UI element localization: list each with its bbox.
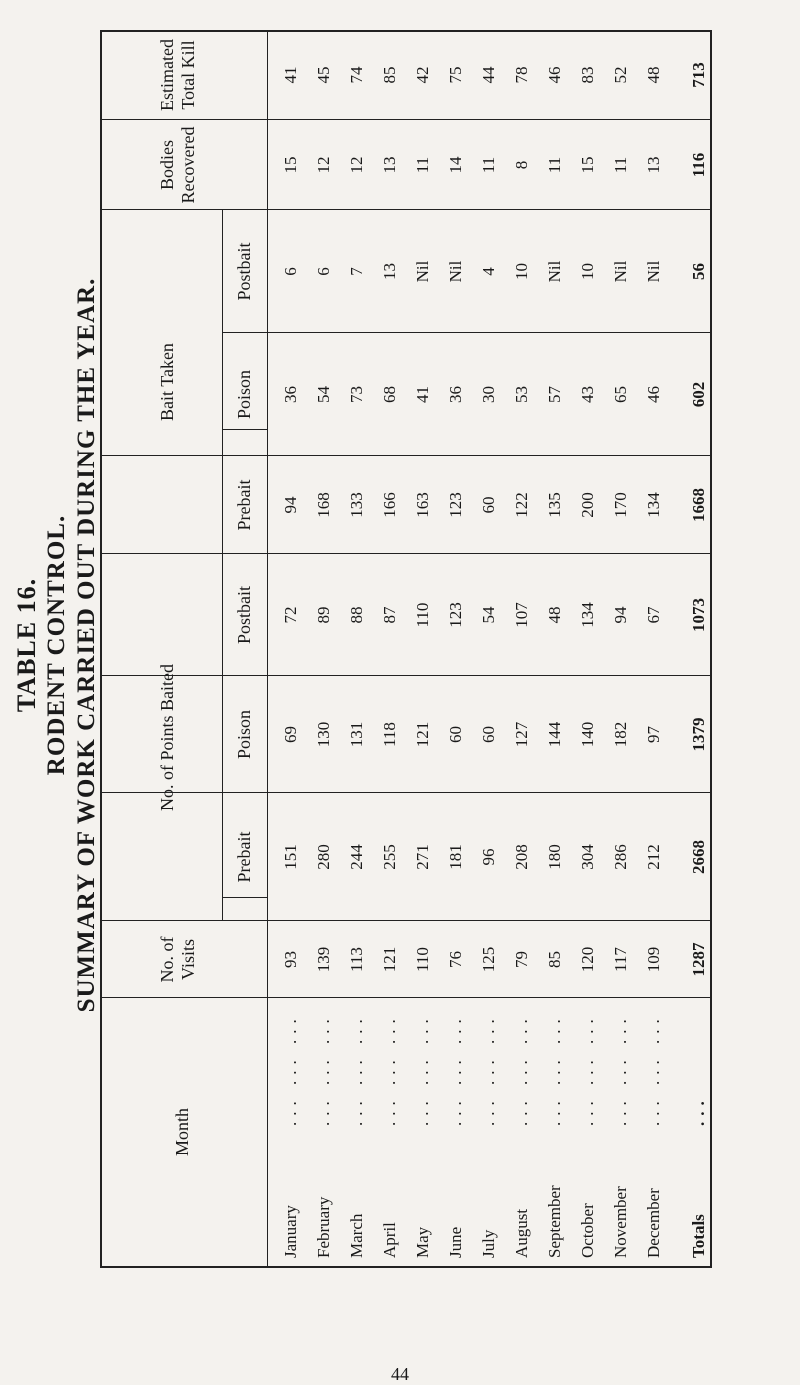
pb-poi-cell: 60 xyxy=(479,726,498,743)
pb-poi-cell: 144 xyxy=(545,721,564,748)
pb-pre-cell: 212 xyxy=(644,844,663,870)
page-number: 44 xyxy=(391,1364,409,1384)
visits-cell: 76 xyxy=(446,951,465,968)
visits-cell: 125 xyxy=(479,946,498,973)
leader-dots: ... ... ... xyxy=(281,1013,300,1126)
month-cell xyxy=(505,998,539,1266)
header-kill xyxy=(157,30,199,120)
header-bt-postbait: Postbait xyxy=(234,242,254,301)
table-header xyxy=(102,32,268,1266)
table-subtitle: RODENT CONTROL. xyxy=(43,514,70,776)
totals-row xyxy=(682,32,716,1266)
bt-post-cell: 6 xyxy=(314,267,333,276)
month-cell xyxy=(340,998,374,1266)
pb-pre-cell: 208 xyxy=(512,844,531,870)
bt-post-cell: Nil xyxy=(644,260,663,283)
bt-poi-cell: 602 xyxy=(689,381,708,408)
header-month: Month xyxy=(172,1108,192,1157)
pb-poi-cell: 182 xyxy=(611,721,630,748)
pb-poi-cell: 140 xyxy=(578,721,597,748)
leader-dots: ... ... ... xyxy=(380,1013,399,1126)
bt-pre-cell: 1668 xyxy=(689,488,708,522)
kill-cell: 44 xyxy=(479,66,498,84)
pb-post-cell: 87 xyxy=(380,606,399,624)
month-cell xyxy=(406,998,440,1266)
pb-poi-cell: 130 xyxy=(314,721,333,748)
month-label: May xyxy=(413,1226,432,1258)
visits-cell: 139 xyxy=(314,946,333,973)
bt-pre-cell: 122 xyxy=(512,492,531,518)
kill-cell: 48 xyxy=(644,66,663,84)
bodies-cell: 13 xyxy=(644,156,663,174)
table-heading: SUMMARY OF WORK CARRIED OUT DURING THE YEAR. xyxy=(73,277,100,1013)
visits-cell: 109 xyxy=(644,946,663,973)
header-pb-poison: Poison xyxy=(234,709,254,760)
month-cell xyxy=(373,998,407,1266)
leader-dots: ... ... ... xyxy=(578,1013,597,1126)
kill-cell: 85 xyxy=(380,66,399,84)
bt-poi-cell: 57 xyxy=(545,386,564,403)
table-row xyxy=(505,32,539,1266)
visits-cell: 93 xyxy=(281,951,300,968)
kill-cell: 45 xyxy=(314,66,333,84)
pb-pre-cell: 244 xyxy=(347,844,366,870)
bt-poi-cell: 46 xyxy=(644,386,663,403)
bodies-cell: 11 xyxy=(545,156,564,174)
bodies-cell: 11 xyxy=(413,156,432,174)
leader-dots: ... ... ... xyxy=(611,1013,630,1126)
month-cell xyxy=(472,998,506,1266)
pb-poi-cell: 97 xyxy=(644,726,663,743)
bt-pre-cell: 123 xyxy=(446,492,465,518)
month-label: February xyxy=(314,1196,333,1258)
bt-poi-cell: 53 xyxy=(512,386,531,403)
bt-poi-cell: 73 xyxy=(347,386,366,403)
bt-pre-cell: 94 xyxy=(281,496,300,514)
bt-post-cell: 4 xyxy=(479,267,498,276)
kill-cell: 78 xyxy=(512,66,531,84)
pb-post-cell: 107 xyxy=(512,602,531,628)
month-label: April xyxy=(380,1222,399,1258)
bt-post-cell: 10 xyxy=(578,263,597,280)
table-row xyxy=(340,32,374,1266)
bodies-cell: 11 xyxy=(611,156,630,174)
bt-pre-cell: 166 xyxy=(380,492,399,518)
header-points-baited: No. of Points Baited xyxy=(157,664,177,811)
bodies-cell: 12 xyxy=(314,156,333,174)
kill-cell: 83 xyxy=(578,66,597,84)
pb-poi-cell: 127 xyxy=(512,721,531,748)
table-row xyxy=(637,32,671,1266)
table-row xyxy=(472,32,506,1266)
bt-pre-cell: 170 xyxy=(611,492,630,518)
header-bt-prebait: Prebait xyxy=(234,479,254,531)
month-cell xyxy=(538,998,572,1266)
visits-cell: 79 xyxy=(512,951,531,968)
kill-cell: 52 xyxy=(611,66,630,84)
table-row xyxy=(373,32,407,1266)
pb-post-cell: 1073 xyxy=(689,598,708,632)
pb-pre-cell: 286 xyxy=(611,844,630,870)
bodies-cell: 116 xyxy=(689,152,708,178)
bt-pre-cell: 163 xyxy=(413,492,432,518)
table-row xyxy=(274,32,308,1266)
table-row xyxy=(406,32,440,1266)
month-cell xyxy=(571,998,605,1266)
bodies-cell: 15 xyxy=(281,156,300,174)
bt-post-cell: Nil xyxy=(545,260,564,283)
pb-poi-cell: 69 xyxy=(281,726,300,743)
visits-cell: 85 xyxy=(545,951,564,968)
header-bait-taken: Bait Taken xyxy=(157,343,177,421)
bt-post-cell: Nil xyxy=(413,260,432,283)
leader-dots: ... ... ... xyxy=(347,1013,366,1126)
month-label: October xyxy=(578,1203,597,1258)
bt-poi-cell: 68 xyxy=(380,386,399,403)
table-row xyxy=(571,32,605,1266)
kill-cell: 75 xyxy=(446,66,465,84)
pb-pre-cell: 280 xyxy=(314,844,333,870)
month-label: November xyxy=(611,1186,630,1258)
pb-pre-cell: 180 xyxy=(545,844,564,870)
pb-poi-cell: 118 xyxy=(380,722,399,747)
kill-cell: 42 xyxy=(413,66,432,84)
table-row xyxy=(604,32,638,1266)
month-label: December xyxy=(644,1188,663,1258)
rodent-control-table xyxy=(100,30,712,1268)
pb-post-cell: 54 xyxy=(479,606,498,624)
pb-post-cell: 88 xyxy=(347,606,366,624)
pb-post-cell: 123 xyxy=(446,602,465,628)
title-block xyxy=(12,0,102,1290)
bt-post-cell: 13 xyxy=(380,263,399,280)
header-kill-line2: Total Kill xyxy=(178,40,198,110)
month-label: September xyxy=(545,1185,564,1258)
header-bt-poison: Poison xyxy=(234,369,254,420)
bt-pre-cell: 168 xyxy=(314,492,333,518)
bt-poi-cell: 36 xyxy=(281,386,300,403)
pb-pre-cell: 2668 xyxy=(689,840,708,874)
bt-poi-cell: 65 xyxy=(611,386,630,403)
bodies-cell: 8 xyxy=(512,160,531,170)
bt-post-cell: 10 xyxy=(512,263,531,280)
leader-dots: ... ... ... xyxy=(479,1013,498,1126)
pb-post-cell: 67 xyxy=(644,606,663,624)
bt-post-cell: Nil xyxy=(446,260,465,283)
bt-post-cell: 7 xyxy=(347,267,366,276)
visits-cell: 1287 xyxy=(689,942,708,977)
bt-poi-cell: 41 xyxy=(413,386,432,403)
pb-pre-cell: 304 xyxy=(578,844,597,870)
bt-post-cell: 6 xyxy=(281,267,300,276)
header-bodies-line1: Bodies xyxy=(157,140,177,191)
month-label: July xyxy=(479,1229,498,1258)
header-bodies xyxy=(157,120,199,210)
visits-cell: 120 xyxy=(578,946,597,973)
month-label: Totals xyxy=(689,1214,708,1258)
month-cell xyxy=(274,998,308,1266)
bt-poi-cell: 54 xyxy=(314,386,333,403)
visits-cell: 117 xyxy=(611,947,630,972)
table-row xyxy=(307,32,341,1266)
bt-pre-cell: 134 xyxy=(644,492,663,518)
bt-pre-cell: 135 xyxy=(545,492,564,518)
bt-pre-cell: 60 xyxy=(479,496,498,514)
pb-post-cell: 134 xyxy=(578,602,597,628)
month-cell xyxy=(637,998,671,1266)
bt-pre-cell: 200 xyxy=(578,492,597,518)
pb-post-cell: 48 xyxy=(545,606,564,624)
month-cell xyxy=(439,998,473,1266)
kill-cell: 41 xyxy=(281,66,300,84)
month-cell xyxy=(307,998,341,1266)
header-kill-line1: Estimated xyxy=(157,39,177,111)
pb-pre-cell: 181 xyxy=(446,844,465,870)
pb-pre-cell: 255 xyxy=(380,844,399,870)
table-title: TABLE 16. xyxy=(12,577,41,713)
pb-post-cell: 94 xyxy=(611,606,630,624)
bt-post-cell: 56 xyxy=(689,263,708,280)
bodies-cell: 13 xyxy=(380,156,399,174)
table-row xyxy=(538,32,572,1266)
bodies-cell: 11 xyxy=(479,156,498,174)
table-row xyxy=(439,32,473,1266)
bt-poi-cell: 36 xyxy=(446,386,465,403)
pb-post-cell: 72 xyxy=(281,606,300,624)
kill-cell: 74 xyxy=(347,66,366,84)
bt-pre-cell: 133 xyxy=(347,492,366,518)
visits-cell: 110 xyxy=(413,947,432,972)
pb-pre-cell: 151 xyxy=(281,844,300,870)
bt-post-cell: Nil xyxy=(611,260,630,283)
visits-cell: 121 xyxy=(380,946,399,973)
pb-post-cell: 110 xyxy=(413,602,432,628)
leader-dots: ... ... ... xyxy=(644,1013,663,1126)
leader-dots: ... ... ... xyxy=(413,1013,432,1126)
visits-cell: 113 xyxy=(347,947,366,972)
pb-post-cell: 89 xyxy=(314,606,333,624)
bt-poi-cell: 30 xyxy=(479,386,498,403)
header-visits-line1: No. of xyxy=(157,936,177,983)
bodies-cell: 14 xyxy=(446,156,465,174)
pb-poi-cell: 60 xyxy=(446,726,465,743)
month-label: March xyxy=(347,1213,366,1258)
bodies-cell: 12 xyxy=(347,156,366,174)
header-visits xyxy=(157,921,199,998)
month-cell xyxy=(682,998,716,1266)
header-pb-prebait: Prebait xyxy=(234,831,254,883)
month-cell xyxy=(604,998,638,1266)
pb-pre-cell: 96 xyxy=(479,848,498,866)
pb-poi-cell: 1379 xyxy=(689,717,708,752)
bodies-cell: 15 xyxy=(578,156,597,174)
month-label: June xyxy=(446,1226,465,1258)
leader-dots: ... ... ... xyxy=(545,1013,564,1126)
pb-pre-cell: 271 xyxy=(413,844,432,870)
leader-dots: ... ... ... xyxy=(512,1013,531,1126)
pb-poi-cell: 121 xyxy=(413,721,432,748)
kill-cell: 713 xyxy=(689,62,708,88)
bt-poi-cell: 43 xyxy=(578,386,597,403)
header-pb-postbait: Postbait xyxy=(234,586,254,645)
month-label: August xyxy=(512,1208,531,1258)
leader-dots: ... ... ... xyxy=(446,1013,465,1126)
header-bodies-line2: Recovered xyxy=(178,126,198,204)
header-visits-line2: Visits xyxy=(178,939,198,980)
pb-poi-cell: 131 xyxy=(347,721,366,748)
leader-dots: ... ... ... xyxy=(314,1013,333,1126)
kill-cell: 46 xyxy=(545,66,564,84)
leader-dots: ... xyxy=(689,1095,708,1126)
month-label: January xyxy=(281,1205,300,1258)
